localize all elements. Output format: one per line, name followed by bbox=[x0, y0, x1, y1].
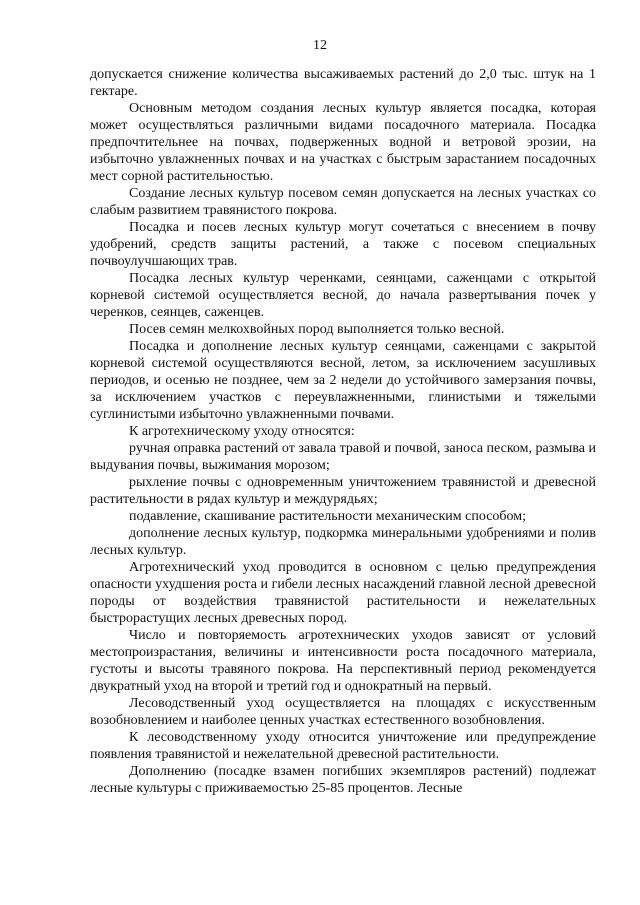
paragraph: Дополнению (посадке взамен погибших экземпляров растений) подлежат лесные культуры с приживаемостью 25-85 процентов. Лесные bbox=[90, 764, 596, 796]
paragraph: Основным методом создания лесных культур является посадка, которая может осуществляться различными видами посадочного материала. Посадка предпочтительнее на почвах, подверженных водной и ветровой эрозии, на избыточно увлажненных почвах и на участках с быстрым зарастанием посадочных мест сорной растительностью. bbox=[90, 101, 596, 184]
paragraph: Агротехнический уход проводится в основном с целью предупреждения опасности ухудшения роста и гибели лесных насаждений главной лесной древесной породы от воздействия травянистой растительности и нежелательных быстрорастущих лесных древесных пород. bbox=[90, 560, 596, 626]
list-item: подавление, скашивание растительности механическим способом; bbox=[129, 509, 527, 524]
list-item: ручная оправка растений от завала травой и почвой, заноса песком, размыва и выдувания почвы, выжимания морозом; bbox=[90, 441, 596, 473]
paragraph: Посадка и дополнение лесных культур сеянцами, саженцами с закрытой корневой системой осуществляются весной, летом, за исключением засушливых периодов, и осенью не позднее, чем за 2 недели до устойчивого замерзания почвы, за исключением участков с переувлажненными, глинистыми и тяжелыми суглинистыми избыточно увлажненными почвами. bbox=[90, 339, 596, 422]
paragraph: Лесоводственный уход осуществляется на площадях с искусственным возобновлением и наиболее ценных участках естественного возобновления. bbox=[90, 696, 596, 728]
paragraph: К лесоводственному уходу относится уничтожение или предупреждение появления травянистой и нежелательной древесной растительности. bbox=[90, 730, 596, 762]
paragraph-continued: допускается снижение количества высаживаемых растений до 2,0 тыс. штук на 1 гектаре. bbox=[90, 67, 596, 99]
page-number: 12 bbox=[313, 38, 327, 53]
paragraph: Посадка и посев лесных культур могут сочетаться с внесением в почву удобрений, средств защиты растений, а также с посевом специальных почвоулучшающих трав. bbox=[90, 220, 596, 269]
paragraph: Посадка лесных культур черенками, сеянцами, саженцами с открытой корневой системой осуществляется весной, до начала развертывания почек у черенков, сеянцев, саженцев. bbox=[90, 271, 596, 320]
paragraph: Посев семян мелкохвойных пород выполняется только весной. bbox=[129, 322, 505, 337]
paragraph: Создание лесных культур посевом семян допускается на лесных участках со слабым развитием травянистого покрова. bbox=[90, 186, 596, 218]
list-item: дополнение лесных культур, подкормка минеральными удобрениями и полив лесных культур. bbox=[90, 526, 596, 558]
paragraph: К агротехническому уходу относятся: bbox=[129, 424, 355, 439]
body-text bbox=[90, 66, 596, 797]
list-item: рыхление почвы с одновременным уничтожением травянистой и древесной растительности в рядах культур и междурядьях; bbox=[90, 475, 596, 507]
paragraph: Число и повторяемость агротехнических уходов зависят от условий местопроизрастания, величины и интенсивности роста посадочного материала, густоты и высоты травяного покрова. На перспективный период рекомендуется двукратный уход на второй и третий год и однократный на первый. bbox=[90, 628, 596, 694]
